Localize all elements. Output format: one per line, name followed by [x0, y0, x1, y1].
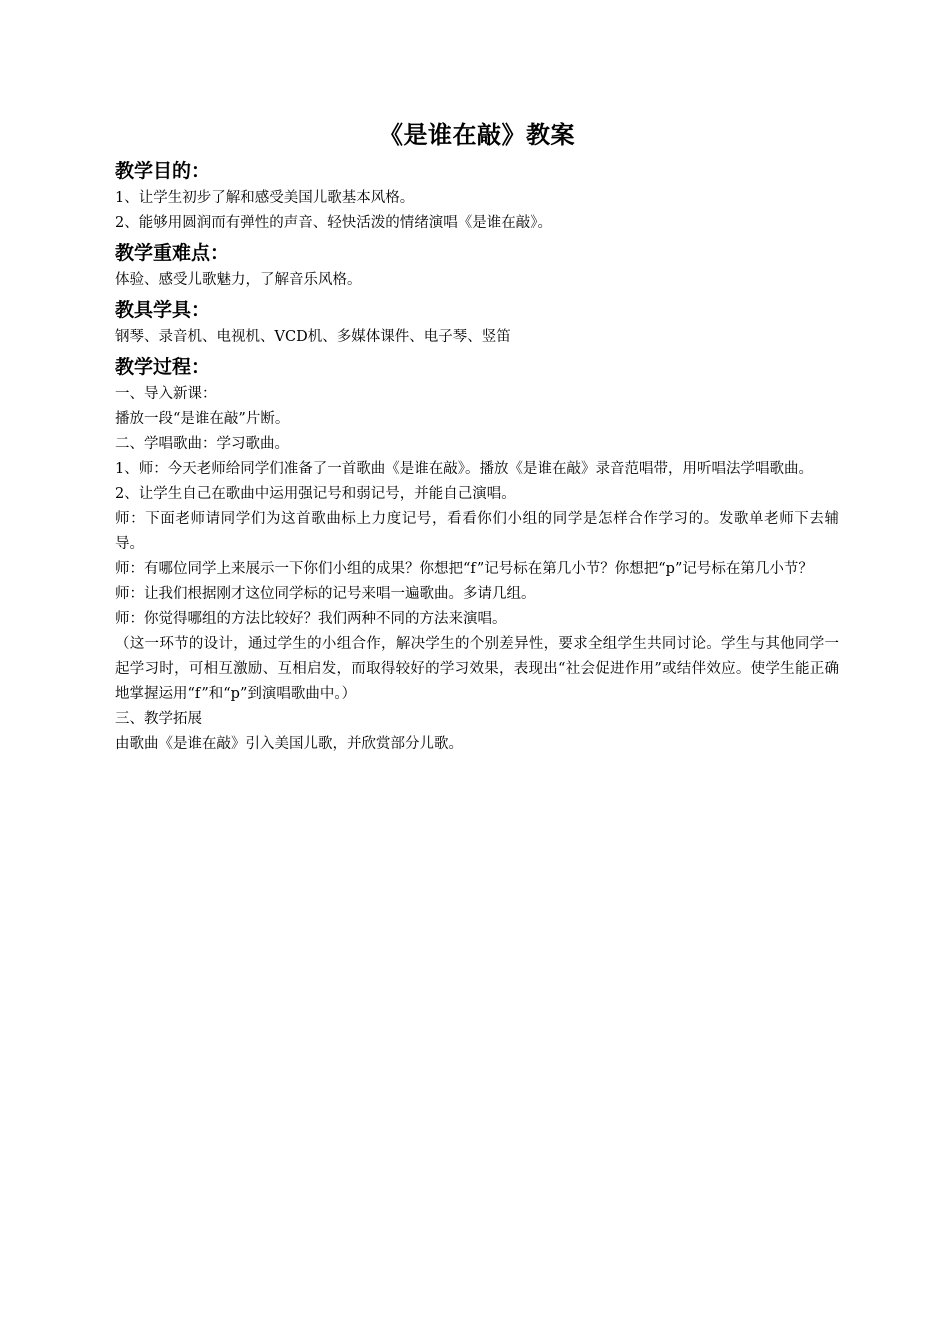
section-heading: 教学重难点： — [115, 242, 230, 264]
paragraph: 师：让我们根据刚才这位同学标的记号来唱一遍歌曲。多请几组。 — [115, 586, 536, 602]
paragraph: 由歌曲《是谁在敲》引入美国儿歌，并欣赏部分儿歌。 — [115, 736, 463, 752]
paragraph: （这一环节的设计，通过学生的小组合作，解决学生的个别差异性，要求全组学生共同讨论。学生与其他同学一起学习时，可相互激励、互相启发，而取得较好的学习效果，表现出“社会促进作用”或结伴效应。使学生能正确地掌握运用“f”和“p”到演唱歌曲中。） — [115, 636, 839, 702]
paragraph: 1、让学生初步了解和感受美国儿歌基本风格。 — [115, 190, 415, 206]
document-page — [115, 118, 839, 759]
paragraph: 播放一段“是谁在敲”片断。 — [115, 411, 290, 427]
paragraph: 体验、感受儿歌魅力，了解音乐风格。 — [115, 272, 362, 288]
section-objectives — [115, 156, 839, 236]
section-heading: 教学过程： — [115, 356, 211, 378]
paragraph: 一、导入新课： — [115, 386, 217, 402]
section-heading: 教学目的： — [115, 160, 211, 182]
document-title: 《是谁在敲》教案 — [379, 121, 575, 149]
paragraph: 2、让学生自己在歌曲中运用强记号和弱记号，并能自己演唱。 — [115, 486, 516, 502]
paragraph: 钢琴、录音机、电视机、VCD机、多媒体课件、电子琴、竖笛 — [115, 329, 511, 345]
paragraph: 师：有哪位同学上来展示一下你们小组的成果？你想把“f”记号标在第几小节？你想把“p”记号标在第几小节？ — [115, 561, 813, 577]
paragraph: 师：下面老师请同学们为这首歌曲标上力度记号，看看你们小组的同学是怎样合作学习的。发歌单老师下去辅导。 — [115, 511, 839, 552]
paragraph: 1、师：今天老师给同学们准备了一首歌曲《是谁在敲》。播放《是谁在敲》录音范唱带，用听唱法学唱歌曲。 — [115, 461, 813, 477]
section-materials — [115, 295, 839, 350]
paragraph: 三、教学拓展 — [115, 711, 202, 727]
paragraph: 二、学唱歌曲：学习歌曲。 — [115, 436, 289, 452]
section-key-points — [115, 238, 839, 293]
section-heading: 教具学具： — [115, 299, 211, 321]
section-process — [115, 352, 839, 757]
paragraph: 2、能够用圆润而有弹性的声音、轻快活泼的情绪演唱《是谁在敲》。 — [115, 215, 552, 231]
paragraph: 师：你觉得哪组的方法比较好？我们两种不同的方法来演唱。 — [115, 611, 507, 627]
